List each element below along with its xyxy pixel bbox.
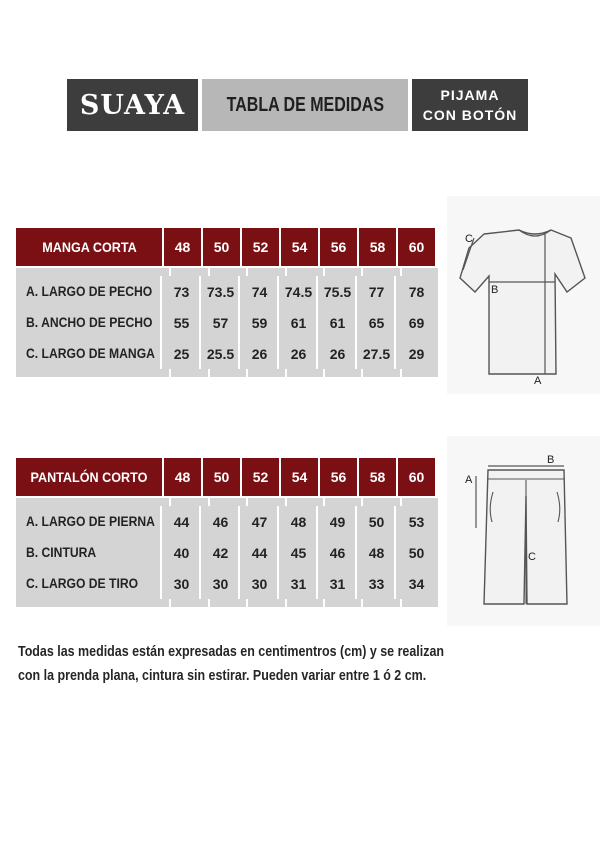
size-table-shorts (16, 458, 438, 607)
table-cell: 33 (359, 568, 396, 599)
product-line-2: CON BOTÓN (422, 107, 518, 123)
table-cell: 61 (320, 307, 357, 338)
table-cell: 44 (242, 537, 279, 568)
table-row (16, 537, 438, 568)
size-header: 56 (320, 228, 357, 266)
table-header (16, 228, 438, 266)
row-label: B. ANCHO DE PECHO (16, 307, 162, 338)
table-cell: 61 (281, 307, 318, 338)
table-body (16, 268, 438, 377)
product-name (412, 79, 528, 131)
size-header: 48 (164, 228, 201, 266)
diagram-label-a: A (534, 375, 542, 387)
table-cell: 57 (203, 307, 240, 338)
table-header (16, 458, 438, 496)
table-title: PANTALÓN CORTO (16, 458, 162, 496)
table-cell: 65 (359, 307, 396, 338)
table-cell: 69 (408, 314, 425, 331)
table-cell: 30 (164, 568, 201, 599)
table-cell: 48 (281, 506, 318, 537)
table-cell: 48 (359, 537, 396, 568)
table-cell: 73 (164, 276, 201, 307)
table-cell: 46 (203, 506, 240, 537)
brand-name: SUAYA (79, 89, 186, 121)
shirt-diagram (447, 196, 600, 394)
table-cell: 73.5 (203, 276, 240, 307)
table-row (16, 568, 438, 599)
table-cell: 27.5 (359, 338, 396, 369)
table-row (16, 506, 438, 537)
size-header: 60 (398, 228, 435, 266)
table-cell: 77 (359, 276, 396, 307)
shirt-icon (447, 196, 600, 394)
table-cell: 30 (242, 568, 279, 599)
size-header: 48 (164, 458, 201, 496)
size-header: 54 (281, 458, 318, 496)
row-label: A. LARGO DE PECHO (16, 276, 162, 307)
table-cell: 26 (320, 338, 357, 369)
table-cell: 25.5 (203, 338, 240, 369)
size-header: 58 (359, 458, 396, 496)
table-cell: 34 (408, 575, 425, 592)
table-cell: 59 (242, 307, 279, 338)
row-label: A. LARGO DE PIERNA (16, 506, 162, 537)
table-cell: 30 (203, 568, 240, 599)
size-header: 60 (398, 458, 435, 496)
size-header: 58 (359, 228, 396, 266)
table-cell: 53 (408, 513, 425, 530)
diagram-label-b: B (547, 454, 555, 466)
table-cell: 45 (281, 537, 318, 568)
table-body (16, 498, 438, 607)
row-label: C. LARGO DE TIRO (16, 568, 162, 599)
size-header: 56 (320, 458, 357, 496)
size-header: 54 (281, 228, 318, 266)
table-row (16, 338, 438, 369)
table-cell: 74.5 (281, 276, 318, 307)
table-cell: 26 (242, 338, 279, 369)
table-cell: 49 (320, 506, 357, 537)
size-header: 52 (242, 458, 279, 496)
table-cell: 78 (408, 283, 425, 300)
table-cell: 31 (281, 568, 318, 599)
table-cell: 44 (164, 506, 201, 537)
table-cell: 31 (320, 568, 357, 599)
product-line-1: PIJAMA (440, 87, 500, 103)
table-cell: 25 (164, 338, 201, 369)
table-row (16, 307, 438, 338)
table-cell: 47 (242, 506, 279, 537)
shorts-icon (447, 436, 600, 626)
row-label: C. LARGO DE MANGA (16, 338, 162, 369)
row-label: B. CINTURA (16, 537, 162, 568)
page-title: TABLA DE MEDIDAS (202, 79, 408, 131)
measurement-note (18, 640, 488, 688)
table-cell: 74 (242, 276, 279, 307)
diagram-label-a: A (465, 474, 473, 486)
table-cell: 75.5 (320, 276, 357, 307)
table-cell: 29 (408, 345, 425, 362)
table-row (16, 276, 438, 307)
table-cell: 40 (164, 537, 201, 568)
size-header: 50 (203, 458, 240, 496)
table-cell: 50 (359, 506, 396, 537)
table-title: MANGA CORTA (16, 228, 162, 266)
table-cell: 42 (203, 537, 240, 568)
diagram-label-c: C (528, 551, 536, 563)
note-line-1: Todas las medidas están expresadas en centimentros (cm) y se realizan (18, 644, 445, 660)
table-cell: 50 (408, 544, 425, 561)
table-cell: 46 (320, 537, 357, 568)
shorts-diagram (447, 436, 600, 626)
diagram-label-c: C (465, 233, 473, 245)
size-table-shirt (16, 228, 438, 377)
table-cell: 55 (164, 307, 201, 338)
brand-logo (67, 79, 198, 131)
size-header: 50 (203, 228, 240, 266)
note-line-2: con la prenda plana, cintura sin estirar. Pueden variar entre 1 ó 2 cm. (18, 668, 427, 684)
size-header: 52 (242, 228, 279, 266)
diagram-label-b: B (491, 284, 499, 296)
table-cell: 26 (281, 338, 318, 369)
